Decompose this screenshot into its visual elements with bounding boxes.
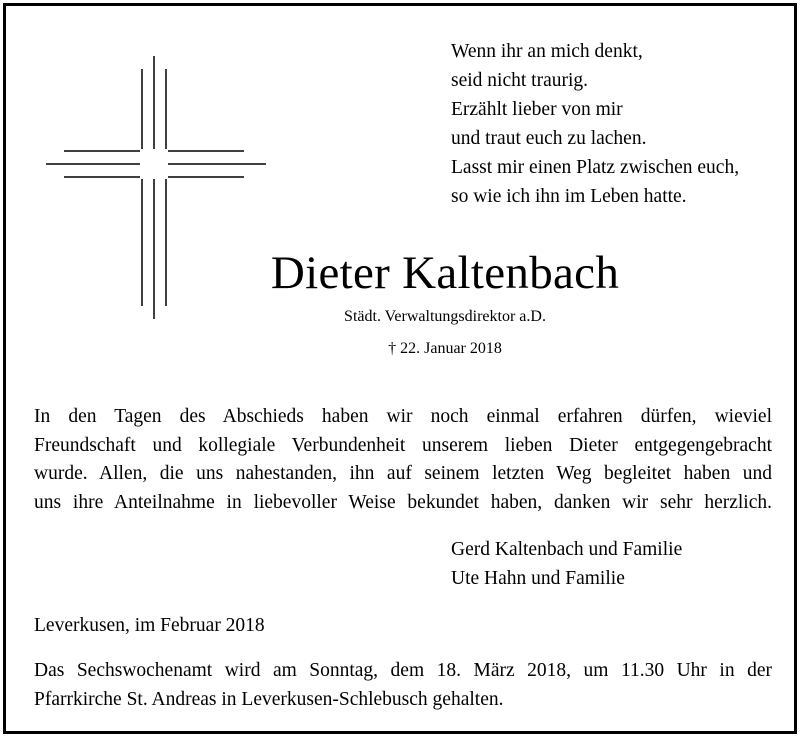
thanks-line: Freundschaft und kollegiale Verbundenheit unserem lieben Dieter entgegengebracht — [34, 434, 772, 456]
poem-line: Wenn ihr an mich denkt, — [451, 41, 643, 62]
poem — [451, 37, 739, 211]
signer: Ute Hahn und Familie — [451, 568, 625, 589]
notice-line: Pfarrkirche St. Andreas in Leverkusen-Schlebusch gehalten. — [34, 689, 504, 710]
thanks-line: wurde. Allen, die uns nahestanden, ihn auf seinem letzten Weg begleitet haben und — [34, 463, 772, 484]
thanks-line: In den Tagen des Abschieds haben wir noch einmal erfahren dürfen, wieviel — [34, 406, 772, 427]
poem-line: Erzählt lieber von mir — [451, 99, 623, 120]
thanks-line: uns ihre Anteilnahme in liebevoller Weise bekundet haben, danken wir sehr herzlich. — [34, 491, 772, 513]
obituary-notice — [3, 3, 797, 734]
notice-line: Das Sechswochenamt wird am Sonntag, dem 18. März 2018, um 11.30 Uhr in der — [34, 660, 772, 681]
poem-line: und traut euch zu lachen. — [451, 128, 647, 149]
poem-line: so wie ich ihn im Leben hatte. — [451, 186, 687, 207]
death-date: † 22. Januar 2018 — [388, 340, 502, 357]
signers — [451, 535, 682, 593]
poem-line: Lasst mir einen Platz zwischen euch, — [451, 157, 740, 178]
deceased-name: Dieter Kaltenbach — [270, 247, 620, 299]
poem-line: seid nicht traurig. — [451, 70, 589, 91]
deceased-title: Städt. Verwaltungsdirektor a.D. — [344, 308, 546, 325]
signer: Gerd Kaltenbach und Familie — [451, 539, 683, 560]
place-date: Leverkusen, im Februar 2018 — [34, 615, 265, 636]
thanks-paragraph — [34, 403, 772, 517]
mass-notice — [34, 656, 772, 714]
